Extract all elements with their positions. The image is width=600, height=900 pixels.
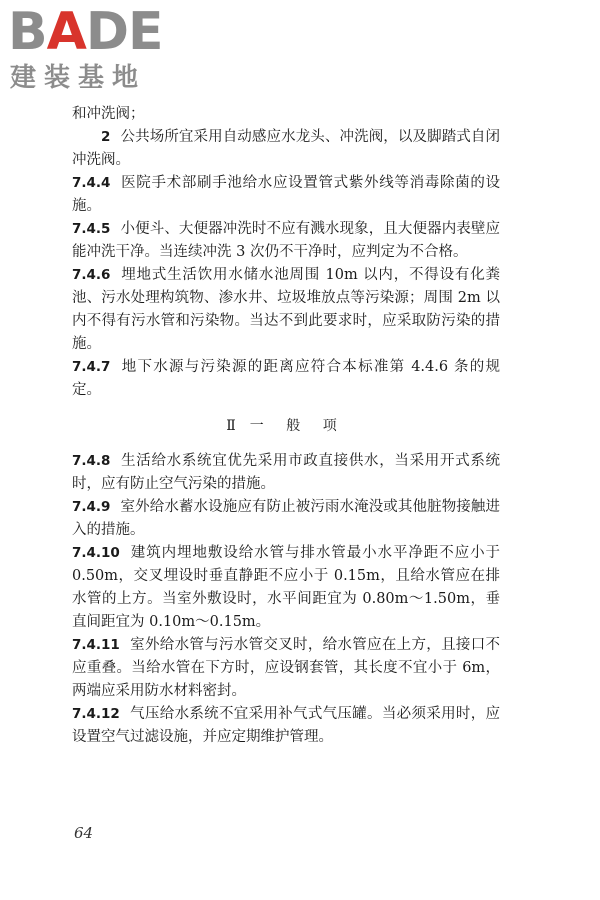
clause-number: 7.4.9 (72, 499, 111, 515)
clause-text: 生活给水系统宜优先采用市政直接供水，当采用开式系统时，应有防止空气污染的措施。 (72, 453, 500, 492)
bade-logo (8, 2, 178, 94)
clause-text: 室外给水管与污水管交叉时，给水管应在上方，且接口不应重叠。当给水管在下方时，应设钢套管，其长度不宜小于 6m，两端应采用防水材料密封。 (72, 637, 500, 699)
item-number: 2 (101, 129, 111, 145)
clause (72, 172, 500, 218)
paragraph-text: 和冲洗阀； (72, 106, 145, 122)
section-heading (72, 415, 500, 438)
clause-text: 小便斗、大便器冲洗时不应有溅水现象，且大便器内表壁应能冲洗干净。当连续冲洗 3 次仍不干净时，应判定为不合格。 (72, 221, 500, 260)
paragraph-continuation (72, 103, 500, 126)
logo-wordmark (8, 2, 163, 62)
clause-text: 埋地式生活饮用水储水池周围 10m 以内，不得设有化粪池、污水处理构筑物、渗水井、垃圾堆放点等污染源；周围 2m 以内不得有污水管和污染物。当达不到此要求时，应采取防污染的措施。 (72, 267, 500, 352)
clause (72, 356, 500, 402)
list-item (72, 126, 500, 172)
section-roman-numeral: Ⅱ (226, 418, 238, 434)
logo-subtitle: 建装基地 (10, 63, 147, 93)
logo-letter-b: B (8, 2, 47, 62)
section-title: 一 般 项 (249, 418, 346, 434)
clause (72, 218, 500, 264)
clause-text: 气压给水系统不宜采用补气式气压罐。当必须采用时，应设置空气过滤设施，并应定期维护管理。 (72, 706, 500, 745)
clause-number: 7.4.11 (72, 637, 120, 653)
page-number: 64 (74, 824, 94, 842)
clause-text: 室外给水蓄水设施应有防止被污雨水淹没或其他脏物接触进入的措施。 (72, 499, 500, 538)
clause-text: 地下水源与污染源的距离应符合本标准第 4.4.6 条的规定。 (72, 359, 500, 398)
clause (72, 264, 500, 356)
clause-number: 7.4.5 (72, 221, 111, 237)
clause-number: 7.4.8 (72, 453, 111, 469)
clause (72, 634, 500, 703)
item-text: 公共场所宜采用自动感应水龙头、冲洗阀，以及脚踏式自闭冲洗阀。 (72, 129, 500, 168)
clause (72, 542, 500, 634)
clause (72, 703, 500, 749)
logo-letters-de: DE (85, 2, 163, 62)
clause-number: 7.4.4 (72, 175, 111, 191)
clause-number: 7.4.7 (72, 359, 111, 375)
clause-text: 建筑内埋地敷设给水管与排水管最小水平净距不应小于 0.50m，交叉埋设时垂直静距不应小于 0.15m，且给水管应在排水管的上方。当室外敷设时，水平间距宜为 0.80m～1.50m，垂直间距宜为 0.10m～0.15m。 (72, 545, 500, 630)
clause (72, 450, 500, 496)
clause-number: 7.4.6 (72, 267, 111, 283)
logo-letter-a: A (46, 2, 86, 62)
clause-number: 7.4.10 (72, 545, 120, 561)
clause-number: 7.4.12 (72, 706, 120, 722)
clause-text: 医院手术部刷手池给水应设置管式紫外线等消毒除菌的设施。 (72, 175, 500, 214)
document-body (72, 103, 500, 749)
clause (72, 496, 500, 542)
